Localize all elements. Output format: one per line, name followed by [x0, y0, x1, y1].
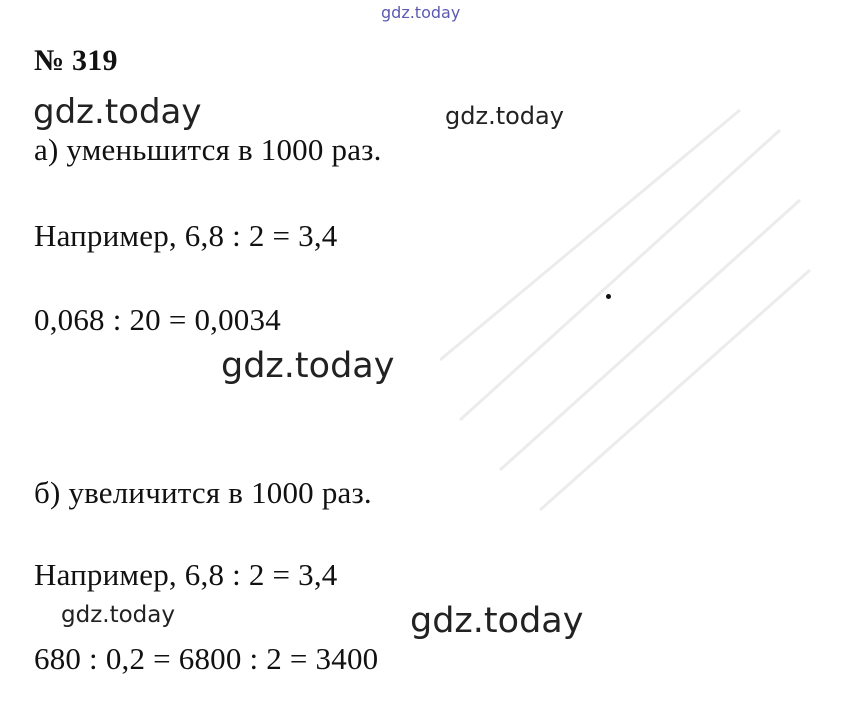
- part-b-example: Например, 6,8 : 2 = 3,4: [34, 557, 338, 592]
- part-b-statement: б) увеличится в 1000 раз.: [34, 475, 372, 510]
- watermark-center: gdz.today: [221, 346, 395, 386]
- problem-number: № 319: [34, 44, 118, 77]
- part-a-calculation: 0,068 : 20 = 0,0034: [34, 302, 281, 337]
- watermark-small-right: gdz.today: [445, 102, 564, 130]
- watermark-large-bottom-right: gdz.today: [410, 601, 584, 641]
- watermark-top: gdz.today: [381, 3, 461, 22]
- watermark-small-left-bottom: gdz.today: [61, 602, 175, 628]
- stray-dot: [606, 294, 611, 299]
- part-a-example: Например, 6,8 : 2 = 3,4: [34, 218, 338, 253]
- background-watermark-pattern: [440, 90, 820, 560]
- watermark-large-left: gdz.today: [33, 92, 202, 132]
- part-b-calculation: 680 : 0,2 = 6800 : 2 = 3400: [34, 641, 379, 676]
- part-a-statement: а) уменьшится в 1000 раз.: [34, 132, 382, 167]
